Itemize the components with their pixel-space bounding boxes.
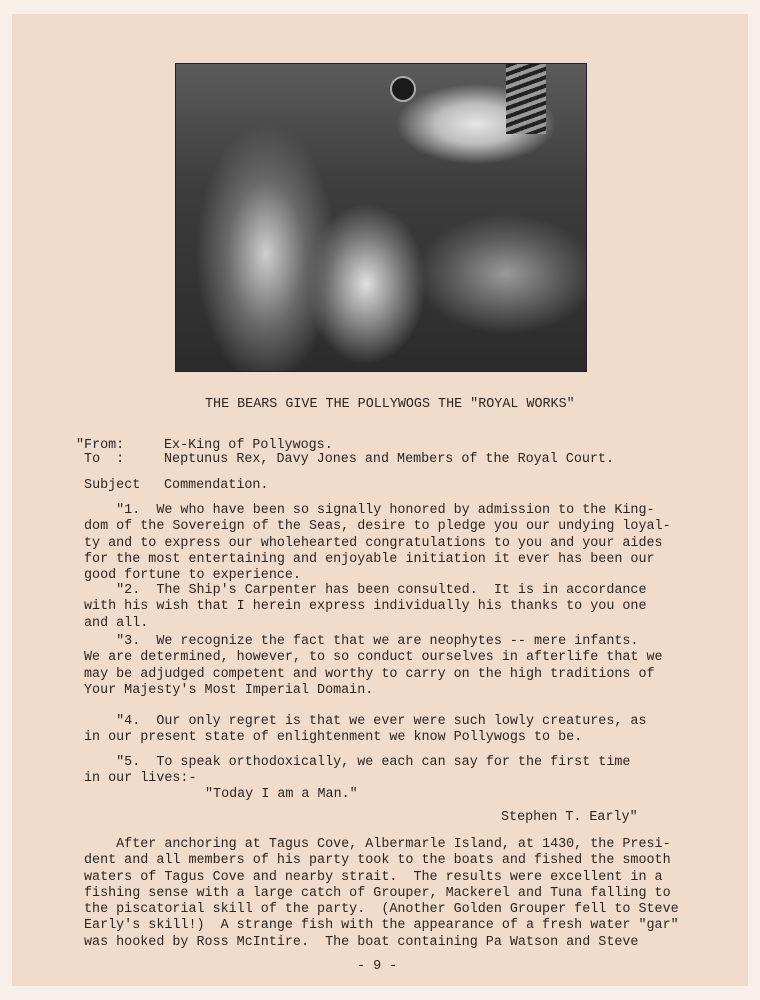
ship-ladder bbox=[506, 64, 546, 134]
ship-deck-photo bbox=[175, 63, 587, 372]
memo-paragraph-5: "5. To speak orthodoxically, we each can say for the first time in our lives:- bbox=[84, 755, 631, 787]
porthole bbox=[390, 76, 416, 102]
photo-caption: THE BEARS GIVE THE POLLYWOGS THE "ROYAL WORKS" bbox=[205, 397, 575, 412]
from-value: Ex-King of Pollywogs. bbox=[164, 438, 333, 453]
memo-paragraph-4: "4. Our only regret is that we ever were such lowly creatures, as in our present state of enlightenment we know Pollywogs to be. bbox=[84, 714, 647, 746]
subject-label: Subject bbox=[76, 478, 141, 493]
memo-paragraph-1: "1. We who have been so signally honored by admission to the King- dom of the Sovereign of the Seas, desire to pledge you our undying loyal- ty and to express our wholehearted congratulations to you and your aides for the most entertaining and enjoyable initiation it ever has been our good fortune to experience. bbox=[84, 503, 671, 584]
body-paragraph: After anchoring at Tagus Cove, Albermarle Island, at 1430, the Presi- dent and all members of his party took to the boats and fished the smooth waters of Tagus Cove and nearby strait. The results were excellent in a fishing sense with a large catch of Grouper, Mackerel and Tuna falling to the piscatorial skill of the party. (Another Golden Grouper fell to Steve Early's skill!) A strange fish with the appearance of a fresh water "gar" was hooked by Ross McIntire. The boat containing Pa Watson and Steve bbox=[84, 837, 679, 950]
page-number: - 9 - bbox=[357, 959, 398, 974]
memo-paragraph-3: "3. We recognize the fact that we are neophytes -- mere infants. We are determined, however, to so conduct ourselves in afterlife that we may be adjudged competent and worthy to carry on the high traditions of Your Majesty's Most Imperial Domain. bbox=[84, 634, 663, 698]
memo-paragraph-2: "2. The Ship's Carpenter has been consulted. It is in accordance with his wish that I herein express individually his thanks to you one and all. bbox=[84, 583, 647, 631]
to-label: To : bbox=[76, 452, 125, 467]
from-label: "From: bbox=[76, 438, 125, 453]
subject-value: Commendation. bbox=[164, 478, 269, 493]
signature: Stephen T. Early" bbox=[501, 810, 638, 825]
to-value: Neptunus Rex, Davy Jones and Members of the Royal Court. bbox=[164, 452, 614, 467]
quote-line: "Today I am a Man." bbox=[205, 787, 358, 802]
